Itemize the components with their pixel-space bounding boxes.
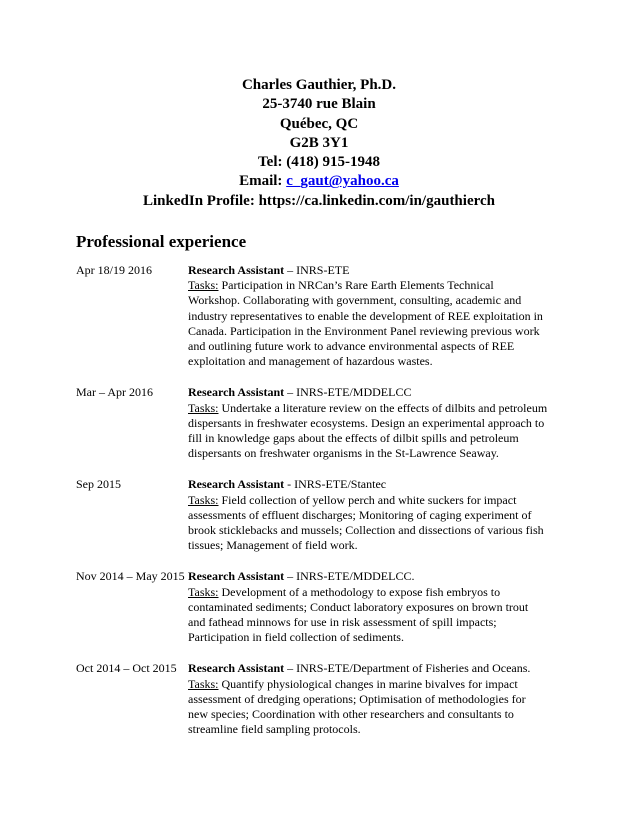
experience-description-line (188, 538, 566, 553)
description-text: fill in knowledge gaps about the effects of dilbit spills and petroleum (188, 431, 519, 446)
experience-role: Research Assistant (188, 569, 285, 584)
experience-description-line (188, 600, 566, 615)
experience-description-line (188, 293, 566, 308)
description-text: contaminated sediments; Conduct laboratory exposures on brown trout (188, 599, 529, 614)
email-label: Email: (239, 173, 287, 190)
description-text: Participation in NRCan’s Rare Earth Elements Technical (218, 278, 494, 293)
description-text: exploitation and management of hazardous wastes. (188, 354, 433, 369)
tasks-label: Tasks: (188, 400, 219, 415)
experience-description-line (188, 401, 566, 416)
description-text: Undertake a literature review on the effects of dilbits and petroleum (218, 400, 548, 415)
experience-description-line (188, 692, 566, 707)
experience-description-line (188, 431, 566, 446)
description-text: Development of a methodology to expose fish embryos to (218, 584, 501, 599)
experience-description-line (188, 446, 566, 461)
description-text: industry representatives to enable the development of REE exploitation in (188, 308, 543, 323)
candidate-name: Charles Gauthier, Ph.D. (241, 77, 397, 93)
experience-title-line (188, 385, 566, 400)
experience-description-line (188, 339, 566, 354)
experience-organization: – INRS-ETE/MDDELCC (284, 385, 412, 400)
tasks-label: Tasks: (188, 584, 219, 599)
experience-body (188, 661, 566, 737)
experience-organization: – INRS-ETE/Department of Fisheries and Oceans. (284, 661, 531, 676)
telephone: Tel: (418) 915-1948 (258, 154, 380, 171)
experience-list (76, 263, 566, 753)
experience-description-line (188, 354, 566, 369)
description-text: brook sticklebacks and mussels; Collection and dissections of various fish (188, 523, 544, 538)
experience-description-line (188, 630, 566, 645)
experience-description-line (188, 324, 566, 339)
experience-entry (76, 263, 566, 369)
section-title-professional-experience: Professional experience (76, 232, 247, 251)
experience-entry (76, 385, 566, 461)
tasks-label: Tasks: (188, 676, 219, 691)
description-text: Workshop. Collaborating with government, consulting, academic and (188, 293, 522, 308)
description-text: and outlining future work to advance environmental aspects of REE (188, 339, 515, 354)
experience-date: Nov 2014 – May 2015 (76, 569, 185, 584)
description-text: tissues; Management of field work. (188, 538, 358, 553)
experience-role: Research Assistant (188, 263, 285, 277)
experience-date: Mar – Apr 2016 (76, 385, 153, 400)
description-text: Participation in field collection of sediments. (188, 630, 404, 645)
experience-body (188, 477, 566, 553)
tasks-label: Tasks: (188, 278, 219, 293)
address-city: Québec, QC (279, 115, 359, 132)
description-text: and fathead minnows for use in risk assessment of spill impacts; (188, 615, 497, 630)
experience-organization: - INRS-ETE/Stantec (284, 477, 387, 492)
experience-description-line (188, 707, 566, 722)
experience-description-line (188, 523, 566, 538)
experience-title-line (188, 569, 566, 584)
experience-description-line (188, 615, 566, 630)
experience-description-line (188, 508, 566, 523)
experience-role: Research Assistant (188, 661, 285, 676)
address-street: 25-3740 rue Blain (262, 96, 376, 113)
description-text: assessment of dredging operations; Optimisation of methodologies for (188, 691, 526, 706)
experience-date: Sep 2015 (76, 477, 121, 492)
experience-role: Research Assistant (188, 477, 285, 492)
experience-title-line (188, 477, 566, 492)
description-text: dispersants in freshwater ecosystems. Design an experimental approach to (188, 415, 545, 430)
experience-description-line (188, 278, 566, 293)
description-text: Field collection of yellow perch and white suckers for impact (218, 492, 517, 507)
email-link[interactable]: c_gaut@yahoo.ca (286, 173, 399, 190)
experience-description-line (188, 722, 566, 737)
experience-body (188, 385, 566, 461)
description-text: Canada. Participation in the Environment Panel reviewing previous work (188, 323, 540, 338)
experience-entry (76, 569, 566, 645)
description-text: Quantify physiological changes in marine bivalves for impact (218, 676, 518, 691)
experience-description-line (188, 416, 566, 431)
description-text: dispersants on freshwater organisms in the St-Lawrence Seaway. (188, 446, 499, 461)
email-line (0, 172, 638, 191)
experience-description-line (188, 493, 566, 508)
description-text: assessments of effluent discharges; Monitoring of caging experiment of (188, 507, 532, 522)
experience-body (188, 263, 566, 369)
address-postal-code: G2B 3Y1 (289, 134, 349, 151)
experience-body (188, 569, 566, 645)
experience-description-line (188, 309, 566, 324)
experience-description-line (188, 585, 566, 600)
experience-organization: – INRS-ETE/MDDELCC. (284, 569, 415, 584)
experience-date: Apr 18/19 2016 (76, 263, 152, 277)
experience-organization: – INRS-ETE (284, 263, 350, 277)
experience-title-line (188, 263, 566, 278)
tasks-label: Tasks: (188, 492, 219, 507)
contact-header (0, 76, 638, 211)
experience-description-line (188, 677, 566, 692)
description-text: new species; Coordination with other researchers and consultants to (188, 707, 514, 722)
linkedin-profile: LinkedIn Profile: https://ca.linkedin.com/in/gauthierch (143, 192, 495, 209)
experience-entry (76, 661, 566, 737)
experience-title-line (188, 661, 566, 676)
description-text: streamline field sampling protocols. (188, 722, 361, 737)
experience-date: Oct 2014 – Oct 2015 (76, 661, 177, 676)
experience-role: Research Assistant (188, 385, 285, 400)
experience-entry (76, 477, 566, 553)
